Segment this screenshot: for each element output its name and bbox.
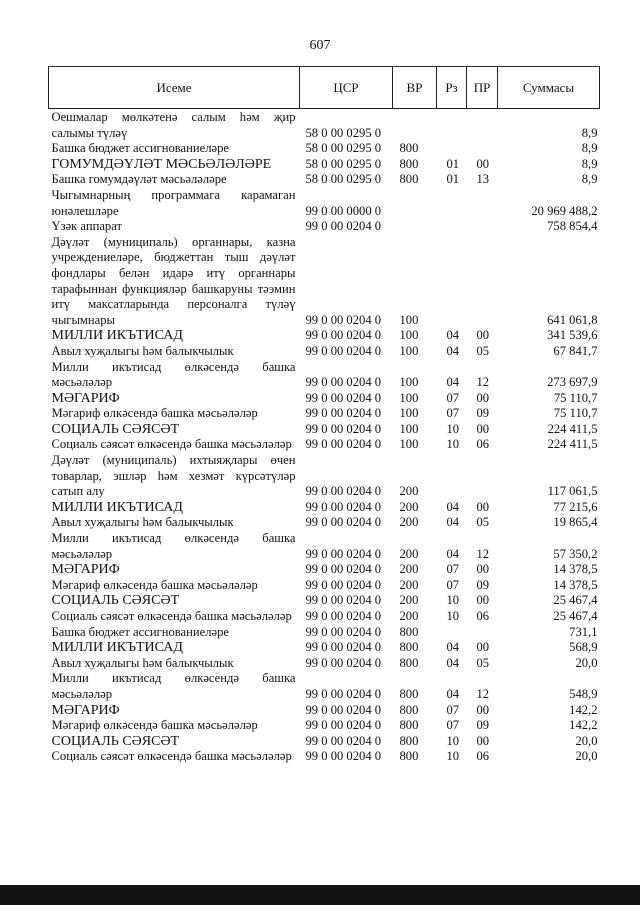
cell-sum: 14 378,5 <box>553 562 598 577</box>
cell-vr: 100 <box>399 406 419 421</box>
cell-name: Авыл хуҗалыгы һәм балыкчылык <box>51 343 234 358</box>
cell-vr <box>393 109 437 142</box>
cell-rz: 10 <box>446 609 460 623</box>
cell-sum: 548,9 <box>569 686 598 701</box>
cell-rz: 04 <box>446 375 460 390</box>
cell-vr: 800 <box>399 624 419 639</box>
cell-vr: 800 <box>399 141 419 156</box>
table-row <box>49 219 600 235</box>
cell-name: ГОМУМДӘҮЛӘТ МӘСЬӘЛӘЛӘРЕ <box>51 156 272 172</box>
cell-rz: 04 <box>446 343 460 358</box>
cell-csr: 99 0 00 0204 0 <box>305 718 382 733</box>
cell-csr: 58 0 00 0295 0 <box>305 172 382 187</box>
cell-vr: 200 <box>399 499 419 514</box>
cell-name: СОЦИАЛЬ СӘЯСӘТ <box>51 733 180 749</box>
table-row <box>49 500 600 516</box>
cell-name: Үзәк аппарат <box>51 219 122 234</box>
cell-pr <box>467 141 498 157</box>
cell-pr: 00 <box>476 390 490 405</box>
cell-name: Башка бюджет ассигнованиеләре <box>51 624 229 639</box>
table-row <box>49 734 600 750</box>
cell-rz: 10 <box>446 749 460 764</box>
cell-csr: 99 0 00 0204 0 <box>305 624 382 639</box>
cell-vr: 800 <box>399 156 419 171</box>
cell-pr: 09 <box>476 406 490 421</box>
cell-pr: 05 <box>476 515 490 530</box>
cell-vr: 200 <box>399 546 419 561</box>
table-row <box>49 437 600 453</box>
cell-vr: 100 <box>399 390 419 405</box>
cell-rz: 10 <box>446 421 460 436</box>
cell-name: Мәгариф өлкәсендә башка мәсьәләләр <box>51 577 258 592</box>
column-header-rz: Рз <box>437 67 467 109</box>
table-row <box>49 360 600 391</box>
scan-bottom-edge <box>0 885 640 905</box>
cell-rz: 07 <box>446 718 460 733</box>
cell-rz: 04 <box>446 328 460 343</box>
cell-rz <box>437 625 467 641</box>
cell-rz <box>437 235 467 329</box>
cell-vr: 100 <box>399 343 419 358</box>
cell-vr <box>393 219 437 235</box>
cell-rz: 04 <box>446 515 460 530</box>
table-row <box>49 578 600 594</box>
cell-vr <box>393 188 437 219</box>
cell-sum: 20 969 488,2 <box>531 203 598 218</box>
cell-pr <box>467 219 498 235</box>
cell-csr: 99 0 00 0204 0 <box>305 593 382 608</box>
table-row <box>49 718 600 734</box>
table-body <box>49 109 600 765</box>
cell-pr: 12 <box>476 375 490 390</box>
cell-sum: 341 539,6 <box>547 328 598 343</box>
cell-sum: 142,2 <box>569 718 598 733</box>
cell-vr: 200 <box>399 484 419 499</box>
cell-rz: 10 <box>446 593 460 608</box>
table-row <box>49 640 600 656</box>
cell-rz: 04 <box>446 655 460 670</box>
cell-pr: 00 <box>476 156 490 171</box>
table-row <box>49 406 600 422</box>
cell-vr: 800 <box>399 702 419 717</box>
cell-csr: 99 0 00 0204 0 <box>305 328 382 343</box>
cell-name: Милли икътисад өлкәсендә башка мәсьәләләр <box>51 531 296 561</box>
cell-pr: 13 <box>476 172 490 187</box>
cell-csr: 99 0 00 0204 0 <box>305 515 382 530</box>
cell-pr: 05 <box>476 343 490 358</box>
cell-pr: 12 <box>476 686 490 701</box>
cell-name: Социаль сәясәт өлкәсендә башка мәсьәләләр <box>51 437 292 452</box>
cell-csr: 99 0 00 0204 0 <box>305 733 382 748</box>
cell-csr: 99 0 00 0204 0 <box>305 655 382 670</box>
column-header-csr: ЦСР <box>300 67 393 109</box>
column-header-sum: Суммасы <box>498 67 600 109</box>
cell-pr <box>467 453 498 500</box>
cell-sum: 77 215,6 <box>553 499 598 514</box>
cell-sum: 224 411,5 <box>547 421 598 436</box>
table-row <box>49 749 600 765</box>
cell-vr: 800 <box>399 640 419 655</box>
table-row <box>49 656 600 672</box>
cell-sum: 273 697,9 <box>547 375 598 390</box>
table-row <box>49 609 600 625</box>
cell-sum: 25 467,4 <box>553 609 598 623</box>
cell-rz: 07 <box>446 577 460 592</box>
table-row <box>49 391 600 407</box>
cell-name: СОЦИАЛЬ СӘЯСӘТ <box>51 421 180 437</box>
table-row <box>49 625 600 641</box>
cell-csr: 58 0 00 0295 0 <box>305 125 382 140</box>
cell-pr: 00 <box>476 702 490 717</box>
cell-sum: 20,0 <box>575 655 598 670</box>
cell-csr: 58 0 00 0295 0 <box>305 156 382 171</box>
cell-pr: 06 <box>476 749 490 764</box>
cell-pr: 00 <box>476 499 490 514</box>
cell-pr: 09 <box>476 718 490 733</box>
cell-name: Дәүләт (муниципаль) ихтыяҗлары өчен товарлар, эшләр һәм хезмәт күрсәтүләр сатып алу <box>51 453 296 499</box>
cell-vr: 800 <box>399 172 419 187</box>
column-header-name: Исеме <box>49 67 300 109</box>
budget-table <box>48 66 600 765</box>
cell-vr: 800 <box>399 733 419 748</box>
cell-pr <box>467 109 498 142</box>
cell-rz: 04 <box>446 640 460 655</box>
table-row <box>49 593 600 609</box>
cell-name: МИЛЛИ ИКЪТИСАД <box>51 640 183 656</box>
column-header-vr: ВР <box>393 67 437 109</box>
cell-sum: 25 467,4 <box>553 593 598 608</box>
cell-csr: 99 0 00 0204 0 <box>305 219 382 234</box>
cell-csr: 99 0 00 0204 0 <box>305 546 382 561</box>
cell-name: Милли икътисад өлкәсендә башка мәсьәләләр <box>51 359 296 390</box>
cell-vr: 800 <box>399 686 419 701</box>
cell-pr: 00 <box>476 328 490 343</box>
cell-vr: 100 <box>399 328 419 343</box>
table-row <box>49 172 600 188</box>
table-row <box>49 515 600 531</box>
table-row <box>49 562 600 578</box>
page-number: 607 <box>309 38 331 53</box>
cell-csr: 99 0 00 0204 0 <box>305 375 382 390</box>
cell-sum: 57 350,2 <box>553 546 598 561</box>
cell-sum: 117 061,5 <box>547 484 598 499</box>
cell-pr: 05 <box>476 655 490 670</box>
cell-name: СОЦИАЛЬ СӘЯСӘТ <box>51 593 180 609</box>
column-header-pr: ПР <box>467 67 498 109</box>
cell-rz <box>437 219 467 235</box>
cell-sum: 8,9 <box>581 125 598 140</box>
cell-csr: 99 0 00 0204 0 <box>305 640 382 655</box>
cell-vr: 200 <box>399 609 419 623</box>
cell-vr: 100 <box>399 421 419 436</box>
cell-name: Дәүләт (муниципаль) органнары, казна учреждениеләре, бюджеттан тыш дәүләт фондлары белән идарә итү органнары тарафыннан функцияләр башкаруны тәэмин итү максатларында персоналга түләү чыгымнары <box>51 234 296 327</box>
cell-pr <box>467 625 498 641</box>
cell-rz: 01 <box>446 172 460 187</box>
cell-name: МӘГАРИФ <box>51 390 120 406</box>
cell-vr: 200 <box>399 593 419 608</box>
table-row <box>49 453 600 500</box>
cell-pr <box>467 235 498 329</box>
cell-sum: 14 378,5 <box>553 577 598 592</box>
cell-csr: 99 0 00 0204 0 <box>305 421 382 436</box>
cell-csr: 99 0 00 0204 0 <box>305 577 382 592</box>
cell-pr: 06 <box>476 609 490 623</box>
cell-rz <box>437 141 467 157</box>
table-row <box>49 157 600 173</box>
table-row <box>49 235 600 329</box>
cell-rz: 04 <box>446 546 460 561</box>
cell-pr: 00 <box>476 593 490 608</box>
cell-rz: 07 <box>446 406 460 421</box>
cell-rz <box>437 453 467 500</box>
cell-name: Оешмалар мөлкәтенә салым һәм җир салымы түләү <box>51 110 296 140</box>
cell-rz: 01 <box>446 156 460 171</box>
cell-name: Социаль сәясәт өлкәсендә башка мәсьәләләр <box>51 749 292 764</box>
cell-sum: 20,0 <box>575 733 598 748</box>
table-row <box>49 531 600 562</box>
cell-sum: 731,1 <box>569 624 598 639</box>
cell-name: МӘГАРИФ <box>51 562 120 578</box>
cell-pr: 00 <box>476 640 490 655</box>
cell-pr <box>467 188 498 219</box>
cell-sum: 19 865,4 <box>553 515 598 530</box>
cell-sum: 8,9 <box>581 156 598 171</box>
cell-csr: 99 0 00 0204 0 <box>305 406 382 421</box>
cell-sum: 8,9 <box>581 172 598 187</box>
cell-csr: 58 0 00 0295 0 <box>305 141 382 156</box>
cell-name: Мәгариф өлкәсендә башка мәсьәләләр <box>51 718 258 733</box>
cell-name: Милли икътисад өлкәсендә башка мәсьәләләр <box>51 671 296 701</box>
cell-csr: 99 0 00 0204 0 <box>305 390 382 405</box>
cell-rz <box>437 188 467 219</box>
cell-csr: 99 0 00 0204 0 <box>305 343 382 358</box>
cell-vr: 100 <box>399 375 419 390</box>
cell-vr: 800 <box>399 655 419 670</box>
cell-csr: 99 0 00 0204 0 <box>305 312 382 327</box>
table-row <box>49 328 600 344</box>
cell-sum: 75 110,7 <box>553 390 598 405</box>
cell-csr: 99 0 00 0204 0 <box>305 609 382 623</box>
cell-name: МӘГАРИФ <box>51 702 120 718</box>
cell-sum: 75 110,7 <box>553 406 598 421</box>
cell-sum: 224 411,5 <box>547 437 598 452</box>
cell-vr: 800 <box>399 718 419 733</box>
cell-rz: 07 <box>446 390 460 405</box>
table-row <box>49 422 600 438</box>
cell-rz: 04 <box>446 686 460 701</box>
cell-vr: 100 <box>399 312 419 327</box>
cell-rz: 04 <box>446 499 460 514</box>
table-row <box>49 188 600 219</box>
cell-name: Башка бюджет ассигнованиеләре <box>51 141 229 156</box>
cell-csr: 99 0 00 0204 0 <box>305 484 382 499</box>
cell-csr: 99 0 00 0204 0 <box>305 562 382 577</box>
cell-rz: 07 <box>446 562 460 577</box>
cell-name: Мәгариф өлкәсендә башка мәсьәләләр <box>51 406 258 421</box>
table-row <box>49 703 600 719</box>
table-row <box>49 109 600 142</box>
cell-pr: 06 <box>476 437 490 452</box>
cell-csr: 99 0 00 0000 0 <box>305 203 382 218</box>
cell-sum: 67 841,7 <box>553 343 598 358</box>
cell-name: МИЛЛИ ИКЪТИСАД <box>51 499 183 515</box>
table-header-row <box>49 67 600 109</box>
cell-vr: 200 <box>399 515 419 530</box>
cell-vr: 200 <box>399 562 419 577</box>
cell-rz: 10 <box>446 733 460 748</box>
cell-vr: 800 <box>399 749 419 764</box>
cell-name: МИЛЛИ ИКЪТИСАД <box>51 328 183 344</box>
cell-pr: 09 <box>476 577 490 592</box>
cell-sum: 20,0 <box>575 749 598 764</box>
cell-csr: 99 0 00 0204 0 <box>305 749 382 764</box>
cell-csr: 99 0 00 0204 0 <box>305 702 382 717</box>
cell-csr: 99 0 00 0204 0 <box>305 437 382 452</box>
cell-csr: 99 0 00 0204 0 <box>305 499 382 514</box>
cell-pr: 00 <box>476 421 490 436</box>
cell-csr: 99 0 00 0204 0 <box>305 686 382 701</box>
cell-sum: 641 061,8 <box>547 312 598 327</box>
cell-name: Авыл хуҗалыгы һәм балыкчылык <box>51 515 234 530</box>
cell-name: Чыгымнарның программага карамаган юнәлешләре <box>51 187 296 218</box>
cell-name: Авыл хуҗалыгы һәм балыкчылык <box>51 655 234 670</box>
table-row <box>49 671 600 702</box>
cell-name: Социаль сәясәт өлкәсендә башка мәсьәләләр <box>51 609 292 623</box>
cell-name: Башка гомумдәүләт мәсьәләләре <box>51 172 227 187</box>
cell-sum: 8,9 <box>581 141 598 156</box>
cell-sum: 568,9 <box>569 640 598 655</box>
cell-rz: 07 <box>446 702 460 717</box>
table-row <box>49 141 600 157</box>
cell-vr: 200 <box>399 577 419 592</box>
cell-sum: 758 854,4 <box>547 219 598 234</box>
cell-rz: 10 <box>446 437 460 452</box>
cell-pr: 12 <box>476 546 490 561</box>
cell-rz <box>437 109 467 142</box>
cell-pr: 00 <box>476 733 490 748</box>
cell-pr: 00 <box>476 562 490 577</box>
table-row <box>49 344 600 360</box>
cell-sum: 142,2 <box>569 702 598 717</box>
cell-vr: 100 <box>399 437 419 452</box>
